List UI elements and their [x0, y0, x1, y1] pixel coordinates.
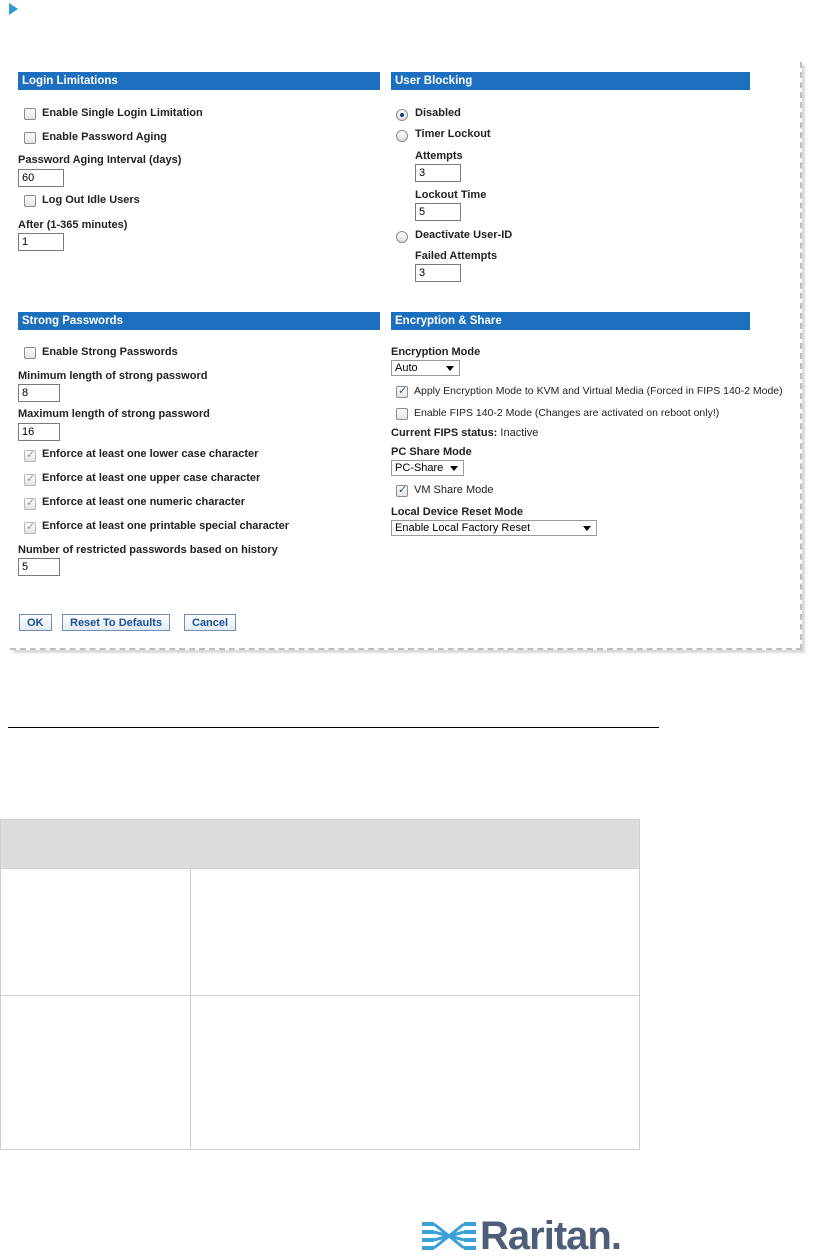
- table-header-row: [1, 820, 640, 869]
- min-length-label: Minimum length of strong password: [18, 370, 208, 382]
- fips-status: [391, 427, 538, 439]
- after-minutes-label: After (1-365 minutes): [18, 219, 128, 231]
- table-header-cell: [1, 820, 640, 869]
- blocking-disabled-label: Disabled: [415, 107, 461, 119]
- user-blocking-header: User Blocking: [391, 72, 750, 90]
- password-aging-checkbox[interactable]: [24, 132, 36, 144]
- aging-interval-input[interactable]: [18, 169, 64, 187]
- cancel-button[interactable]: Cancel: [184, 614, 236, 631]
- chevron-down-icon: [446, 366, 454, 371]
- settings-screenshot: [10, 62, 802, 650]
- max-length-label: Maximum length of strong password: [18, 408, 210, 420]
- special-char-checkbox[interactable]: [24, 522, 36, 534]
- strong-passwords-label: Enable Strong Passwords: [42, 346, 178, 358]
- logout-idle-label: Log Out Idle Users: [42, 194, 140, 206]
- numeric-label: Enforce at least one numeric character: [42, 496, 245, 508]
- single-login-label: Enable Single Login Limitation: [42, 107, 203, 119]
- bullet-arrow-icon: [9, 3, 18, 15]
- special-char-label: Enforce at least one printable special character: [42, 520, 289, 532]
- login-limitations-header: Login Limitations: [18, 72, 380, 90]
- encryption-share-header: Encryption & Share: [391, 312, 750, 330]
- raritan-logo-icon: [420, 1216, 480, 1256]
- ok-button[interactable]: OK: [19, 614, 52, 631]
- upper-case-label: Enforce at least one upper case character: [42, 472, 261, 484]
- failed-attempts-input[interactable]: [415, 264, 461, 282]
- strong-passwords-header: Strong Passwords: [18, 312, 380, 330]
- divider-rule: [8, 727, 659, 728]
- reset-mode-value: Enable Local Factory Reset: [395, 522, 531, 534]
- history-label: Number of restricted passwords based on history: [18, 544, 278, 556]
- apply-kvm-label: Apply Encryption Mode to KVM and Virtual Media (Forced in FIPS 140-2 Mode): [414, 385, 783, 397]
- failed-attempts-label: Failed Attempts: [415, 250, 498, 262]
- raritan-logo: [420, 1216, 640, 1256]
- fips-mode-label: Enable FIPS 140-2 Mode (Changes are activated on reboot only!): [414, 407, 720, 419]
- upper-case-checkbox[interactable]: [24, 474, 36, 486]
- single-login-checkbox[interactable]: [24, 108, 36, 120]
- timer-lockout-radio[interactable]: [396, 130, 408, 142]
- reset-mode-label: Local Device Reset Mode: [391, 506, 524, 518]
- min-length-input[interactable]: [18, 384, 60, 402]
- encryption-mode-value: Auto: [395, 362, 418, 374]
- table-row: [1, 869, 640, 996]
- lockout-time-input[interactable]: [415, 203, 461, 221]
- lower-case-checkbox[interactable]: [24, 450, 36, 462]
- logout-idle-checkbox[interactable]: [24, 195, 36, 207]
- after-minutes-input[interactable]: [18, 233, 64, 251]
- table-cell: [191, 996, 640, 1150]
- pc-share-label: PC Share Mode: [391, 446, 472, 458]
- table-cell: [191, 869, 640, 996]
- pc-share-value: PC-Share: [395, 462, 444, 474]
- info-table: [0, 819, 640, 1150]
- table-row: [1, 996, 640, 1150]
- max-length-input[interactable]: [18, 423, 60, 441]
- encryption-mode-select[interactable]: [391, 360, 460, 376]
- raritan-logo-text: Raritan.: [480, 1214, 621, 1258]
- deactivate-user-label: Deactivate User-ID: [415, 229, 513, 241]
- history-input[interactable]: [18, 558, 60, 576]
- timer-lockout-label: Timer Lockout: [415, 128, 491, 140]
- vm-share-checkbox[interactable]: [396, 485, 408, 497]
- table-cell: [1, 869, 191, 996]
- lower-case-label: Enforce at least one lower case character: [42, 448, 259, 460]
- apply-kvm-checkbox[interactable]: [396, 386, 408, 398]
- fips-mode-checkbox[interactable]: [396, 408, 408, 420]
- reset-mode-select[interactable]: [391, 520, 597, 536]
- encryption-mode-label: Encryption Mode: [391, 346, 481, 358]
- attempts-label: Attempts: [415, 150, 463, 162]
- strong-passwords-checkbox[interactable]: [24, 347, 36, 359]
- chevron-down-icon: [450, 466, 458, 471]
- chevron-down-icon: [583, 526, 591, 531]
- fips-status-value: Inactive: [500, 427, 539, 439]
- pc-share-select[interactable]: [391, 460, 464, 476]
- reset-defaults-button[interactable]: Reset To Defaults: [62, 614, 170, 631]
- table-cell: [1, 996, 191, 1150]
- attempts-input[interactable]: [415, 164, 461, 182]
- fips-status-label: Current FIPS status:: [391, 427, 498, 439]
- aging-interval-label: Password Aging Interval (days): [18, 154, 182, 166]
- numeric-checkbox[interactable]: [24, 498, 36, 510]
- blocking-disabled-radio[interactable]: [396, 109, 408, 121]
- password-aging-label: Enable Password Aging: [42, 131, 167, 143]
- deactivate-user-radio[interactable]: [396, 231, 408, 243]
- lockout-time-label: Lockout Time: [415, 189, 487, 201]
- vm-share-label: VM Share Mode: [414, 484, 494, 496]
